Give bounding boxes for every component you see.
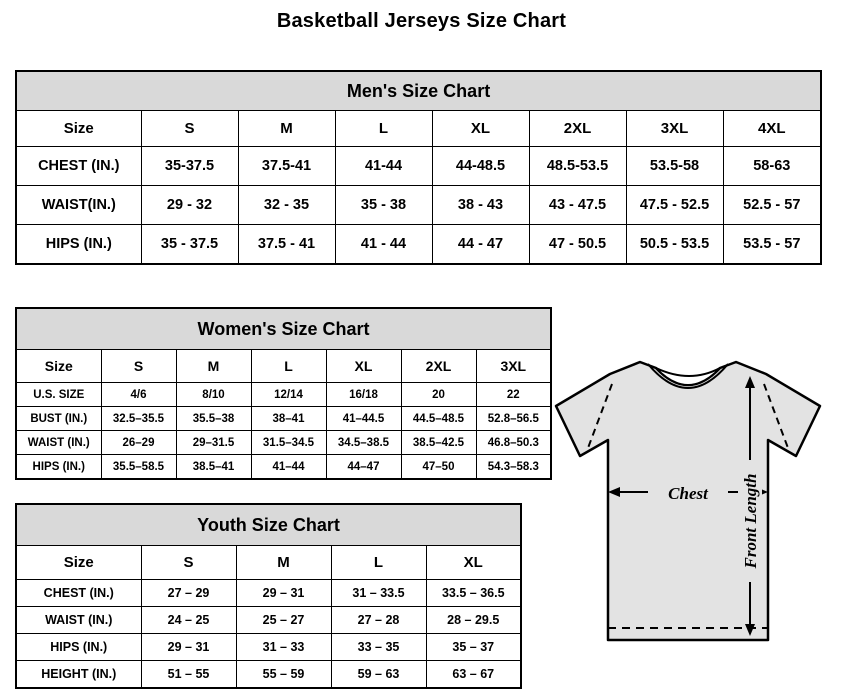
- cell-height-xl: 63 – 67: [426, 661, 521, 689]
- header-size-label: Size: [16, 111, 141, 147]
- header-size-4xl: 4XL: [723, 111, 821, 147]
- cell-chest-3xl: 53.5-58: [626, 147, 723, 186]
- row-label-chest: CHEST (IN.): [16, 147, 141, 186]
- cell-bust-3xl: 52.8–56.5: [476, 407, 551, 431]
- chest-label: Chest: [668, 484, 708, 503]
- page-title: Basketball Jerseys Size Chart: [276, 10, 567, 32]
- cell-chest-xl: 33.5 – 36.5: [426, 580, 521, 607]
- womens-size-chart: [15, 307, 552, 480]
- table-row: [16, 607, 521, 634]
- youth-chart-title: Youth Size Chart: [16, 504, 521, 546]
- cell-chest-m: 29 – 31: [236, 580, 331, 607]
- cell-ussize-xl: 16/18: [326, 383, 401, 407]
- cell-chest-l: 41-44: [335, 147, 432, 186]
- header-size-2xl: 2XL: [401, 350, 476, 383]
- cell-height-s: 51 – 55: [141, 661, 236, 689]
- cell-chest-2xl: 48.5-53.5: [529, 147, 626, 186]
- cell-hips-xl: 44–47: [326, 455, 401, 480]
- table-header-row: [16, 350, 551, 383]
- cell-hips-3xl: 50.5 - 53.5: [626, 225, 723, 265]
- header-size-xl: XL: [426, 546, 521, 580]
- table-section-title-row: [16, 308, 551, 350]
- header-size-l: L: [251, 350, 326, 383]
- cell-bust-m: 35.5–38: [176, 407, 251, 431]
- cell-chest-m: 37.5-41: [238, 147, 335, 186]
- table-row: [16, 661, 521, 689]
- table-row: [16, 455, 551, 480]
- header-size-l: L: [335, 111, 432, 147]
- row-label-us-size: U.S. SIZE: [16, 383, 101, 407]
- cell-waist-2xl: 43 - 47.5: [529, 186, 626, 225]
- cell-ussize-l: 12/14: [251, 383, 326, 407]
- jersey-measurement-diagram: [540, 340, 835, 670]
- header-size-l: L: [331, 546, 426, 580]
- mens-size-chart: [15, 70, 822, 265]
- table-row: [16, 186, 821, 225]
- cell-chest-s: 35-37.5: [141, 147, 238, 186]
- cell-waist-s: 26–29: [101, 431, 176, 455]
- table-row: [16, 225, 821, 265]
- table-section-title-row: [16, 504, 521, 546]
- header-size-m: M: [176, 350, 251, 383]
- cell-chest-xl: 44-48.5: [432, 147, 529, 186]
- cell-hips-4xl: 53.5 - 57: [723, 225, 821, 265]
- row-label-hips: HIPS (IN.): [16, 634, 141, 661]
- mens-chart-title: Men's Size Chart: [16, 71, 821, 111]
- cell-hips-s: 35.5–58.5: [101, 455, 176, 480]
- cell-height-m: 55 – 59: [236, 661, 331, 689]
- cell-hips-s: 35 - 37.5: [141, 225, 238, 265]
- table-row: [16, 634, 521, 661]
- header-size-3xl: 3XL: [626, 111, 723, 147]
- cell-ussize-2xl: 20: [401, 383, 476, 407]
- cell-waist-m: 29–31.5: [176, 431, 251, 455]
- cell-bust-s: 32.5–35.5: [101, 407, 176, 431]
- cell-waist-m: 25 – 27: [236, 607, 331, 634]
- cell-bust-xl: 41–44.5: [326, 407, 401, 431]
- cell-waist-xl: 28 – 29.5: [426, 607, 521, 634]
- mens-size-table: [15, 70, 822, 265]
- header-size-xl: XL: [432, 111, 529, 147]
- cell-hips-l: 41 - 44: [335, 225, 432, 265]
- row-label-bust: BUST (IN.): [16, 407, 101, 431]
- cell-height-l: 59 – 63: [331, 661, 426, 689]
- cell-ussize-3xl: 22: [476, 383, 551, 407]
- cell-ussize-s: 4/6: [101, 383, 176, 407]
- cell-waist-xl: 34.5–38.5: [326, 431, 401, 455]
- header-size-3xl: 3XL: [476, 350, 551, 383]
- cell-hips-l: 33 – 35: [331, 634, 426, 661]
- header-size-2xl: 2XL: [529, 111, 626, 147]
- front-length-label: Front Length: [741, 473, 760, 569]
- cell-waist-2xl: 38.5–42.5: [401, 431, 476, 455]
- cell-bust-l: 38–41: [251, 407, 326, 431]
- cell-waist-l: 27 – 28: [331, 607, 426, 634]
- cell-waist-l: 31.5–34.5: [251, 431, 326, 455]
- cell-hips-s: 29 – 31: [141, 634, 236, 661]
- cell-waist-s: 24 – 25: [141, 607, 236, 634]
- cell-chest-s: 27 – 29: [141, 580, 236, 607]
- womens-size-table: [15, 307, 552, 480]
- youth-size-table: [15, 503, 522, 689]
- row-label-waist: WAIST (IN.): [16, 607, 141, 634]
- row-label-height: HEIGHT (IN.): [16, 661, 141, 689]
- row-label-chest: CHEST (IN.): [16, 580, 141, 607]
- row-label-waist: WAIST (IN.): [16, 431, 101, 455]
- cell-ussize-m: 8/10: [176, 383, 251, 407]
- cell-waist-xl: 38 - 43: [432, 186, 529, 225]
- cell-hips-3xl: 54.3–58.3: [476, 455, 551, 480]
- cell-hips-2xl: 47 - 50.5: [529, 225, 626, 265]
- table-row: [16, 383, 551, 407]
- table-section-title-row: [16, 71, 821, 111]
- cell-hips-m: 38.5–41: [176, 455, 251, 480]
- cell-hips-l: 41–44: [251, 455, 326, 480]
- cell-waist-3xl: 46.8–50.3: [476, 431, 551, 455]
- table-row: [16, 431, 551, 455]
- cell-waist-4xl: 52.5 - 57: [723, 186, 821, 225]
- cell-waist-l: 35 - 38: [335, 186, 432, 225]
- cell-hips-xl: 44 - 47: [432, 225, 529, 265]
- header-size-label: Size: [16, 546, 141, 580]
- cell-waist-s: 29 - 32: [141, 186, 238, 225]
- table-header-row: [16, 111, 821, 147]
- cell-hips-m: 31 – 33: [236, 634, 331, 661]
- header-size-s: S: [141, 546, 236, 580]
- row-label-waist: WAIST(IN.): [16, 186, 141, 225]
- header-size-label: Size: [16, 350, 101, 383]
- header-size-s: S: [141, 111, 238, 147]
- cell-bust-2xl: 44.5–48.5: [401, 407, 476, 431]
- row-label-hips: HIPS (IN.): [16, 225, 141, 265]
- cell-waist-3xl: 47.5 - 52.5: [626, 186, 723, 225]
- header-size-s: S: [101, 350, 176, 383]
- table-row: [16, 407, 551, 431]
- table-header-row: [16, 546, 521, 580]
- header-size-m: M: [238, 111, 335, 147]
- cell-chest-4xl: 58-63: [723, 147, 821, 186]
- header-size-xl: XL: [326, 350, 401, 383]
- youth-size-chart: [15, 503, 522, 689]
- row-label-hips: HIPS (IN.): [16, 455, 101, 480]
- table-row: [16, 580, 521, 607]
- cell-waist-m: 32 - 35: [238, 186, 335, 225]
- womens-chart-title: Women's Size Chart: [16, 308, 551, 350]
- header-size-m: M: [236, 546, 331, 580]
- cell-hips-2xl: 47–50: [401, 455, 476, 480]
- table-row: [16, 147, 821, 186]
- cell-hips-xl: 35 – 37: [426, 634, 521, 661]
- cell-chest-l: 31 – 33.5: [331, 580, 426, 607]
- cell-hips-m: 37.5 - 41: [238, 225, 335, 265]
